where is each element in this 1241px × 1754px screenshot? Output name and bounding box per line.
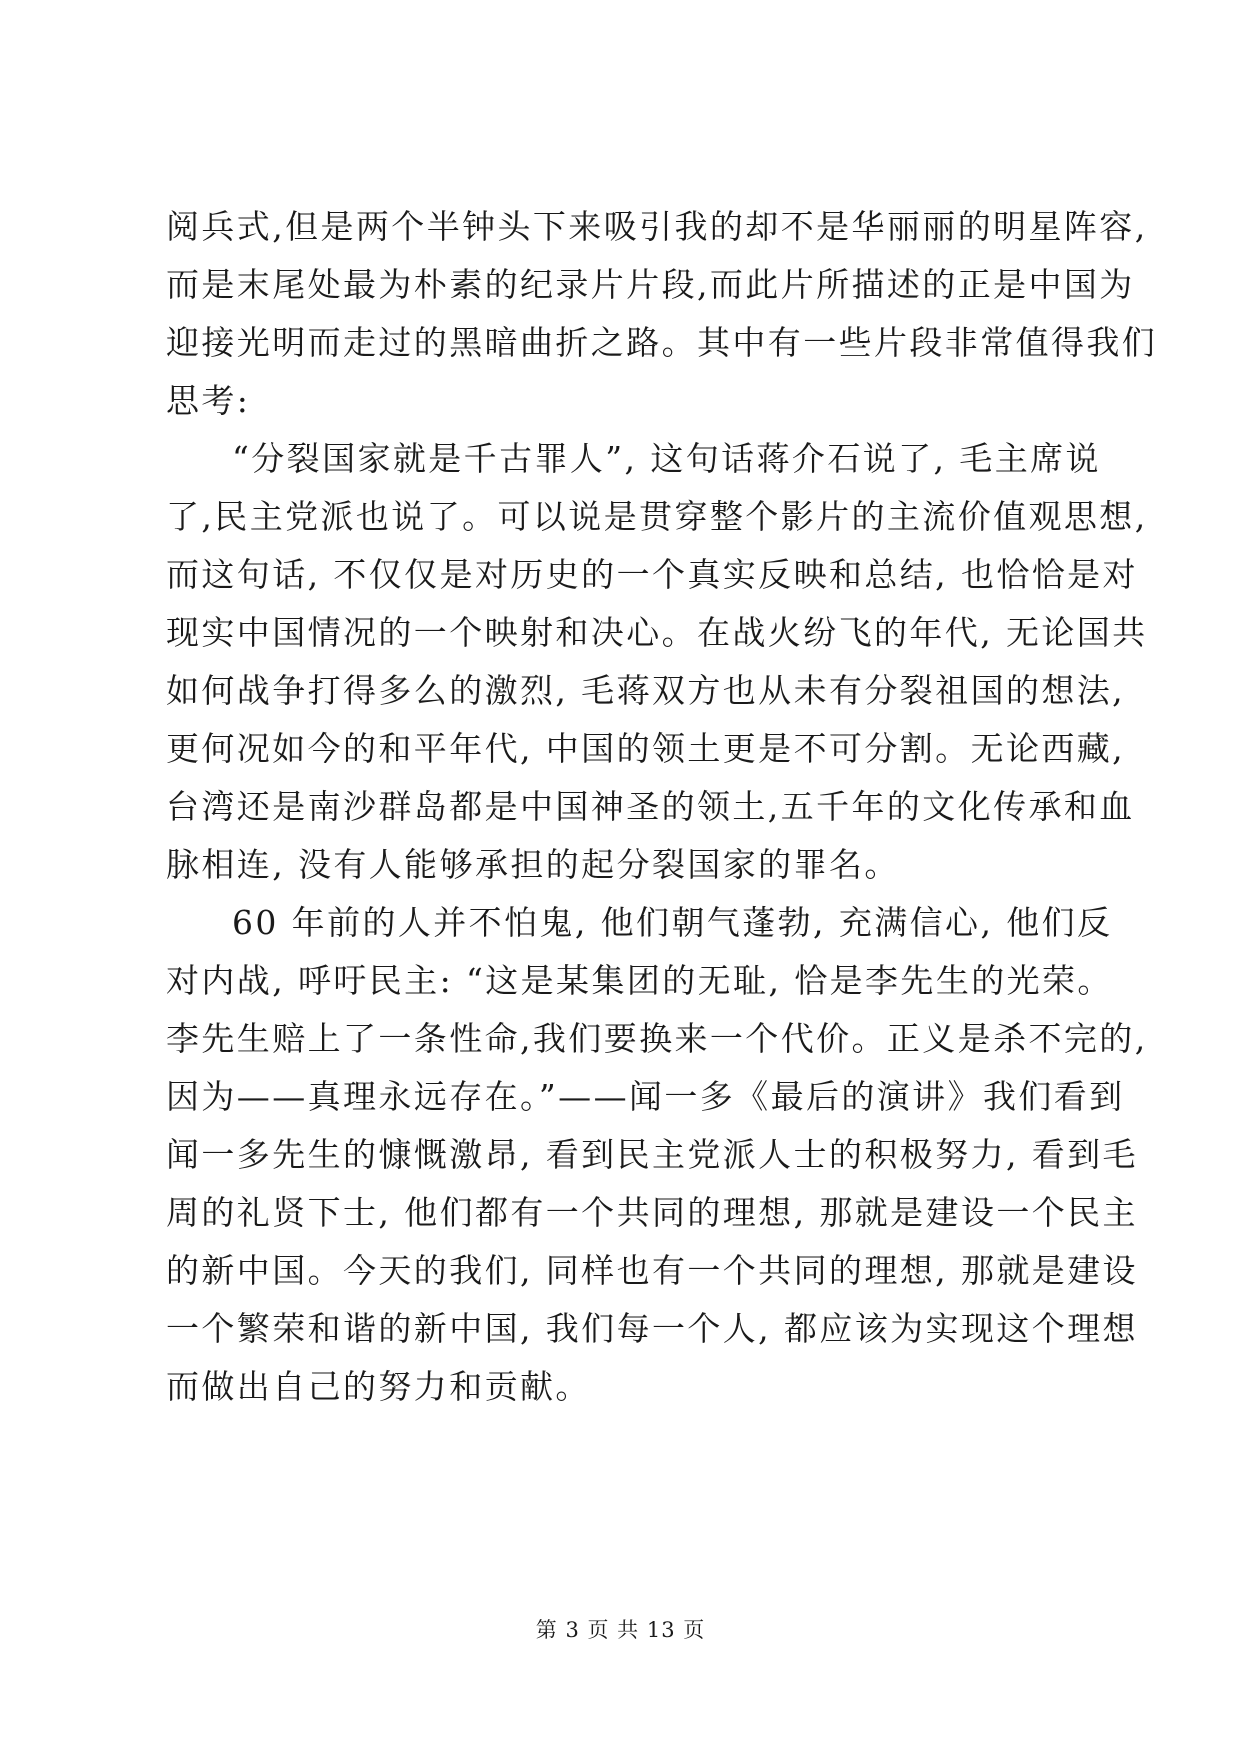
paragraph-3-line-6: 周的礼贤下士, 他们都有一个共同的理想, 那就是建设一个民主	[166, 1193, 1138, 1232]
paragraph-3-line-8: 一个繁荣和谐的新中国, 我们每一个人, 都应该为实现这个理想	[166, 1309, 1138, 1348]
paragraph-2-line-5: 如何战争打得多么的激烈, 毛蒋双方也从未有分裂祖国的想法,	[166, 671, 1126, 710]
paragraph-2-line-6: 更何况如今的和平年代, 中国的领土更是不可分割。无论西藏,	[166, 729, 1126, 768]
paragraph-1-line-1: 阅兵式,但是两个半钟头下来吸引我的却不是华丽丽的明星阵容,	[166, 207, 1148, 246]
paragraph-1-line-2: 而是末尾处最为朴素的纪录片片段,而此片所描述的正是中国为	[166, 265, 1135, 304]
paragraph-2-line-3: 而这句话, 不仅仅是对历史的一个真实反映和总结, 也恰恰是对	[166, 555, 1138, 594]
paragraph-3-line-4: 因为——真理永远存在。”——闻一多《最后的演讲》我们看到	[166, 1077, 1125, 1116]
paragraph-2-line-1: “分裂国家就是千古罪人”, 这句话蒋介石说了, 毛主席说	[232, 439, 1101, 478]
paragraph-3-line-1: 60 年前的人并不怕鬼, 他们朝气蓬勃, 充满信心, 他们反	[232, 903, 1113, 942]
paragraph-2-line-4: 现实中国情况的一个映射和决心。在战火纷飞的年代, 无论国共	[166, 613, 1148, 652]
paragraph-3-line-3: 李先生赔上了一条性命,我们要换来一个代价。正义是杀不完的,	[166, 1019, 1148, 1058]
paragraph-2-line-2: 了,民主党派也说了。可以说是贯穿整个影片的主流价值观思想,	[166, 497, 1148, 536]
paragraph-3-line-9: 而做出自己的努力和贡献。	[166, 1367, 591, 1406]
paragraph-2-line-8: 脉相连, 没有人能够承担的起分裂国家的罪名。	[166, 845, 900, 884]
paragraph-3-line-5: 闻一多先生的慷慨激昂, 看到民主党派人士的积极努力, 看到毛	[166, 1135, 1138, 1174]
page-number-footer: 第 3 页 共 13 页	[535, 1618, 706, 1642]
paragraph-2-line-7: 台湾还是南沙群岛都是中国神圣的领土,五千年的文化传承和血	[166, 787, 1135, 826]
paragraph-3-line-7: 的新中国。今天的我们, 同样也有一个共同的理想, 那就是建设	[166, 1251, 1138, 1290]
paragraph-1-line-3: 迎接光明而走过的黑暗曲折之路。其中有一些片段非常值得我们	[166, 323, 1158, 362]
paragraph-1-line-4: 思考:	[166, 381, 251, 420]
paragraph-3-line-2: 对内战, 呼吁民主: “这是某集团的无耻, 恰是李先生的光荣。	[166, 961, 1113, 1000]
